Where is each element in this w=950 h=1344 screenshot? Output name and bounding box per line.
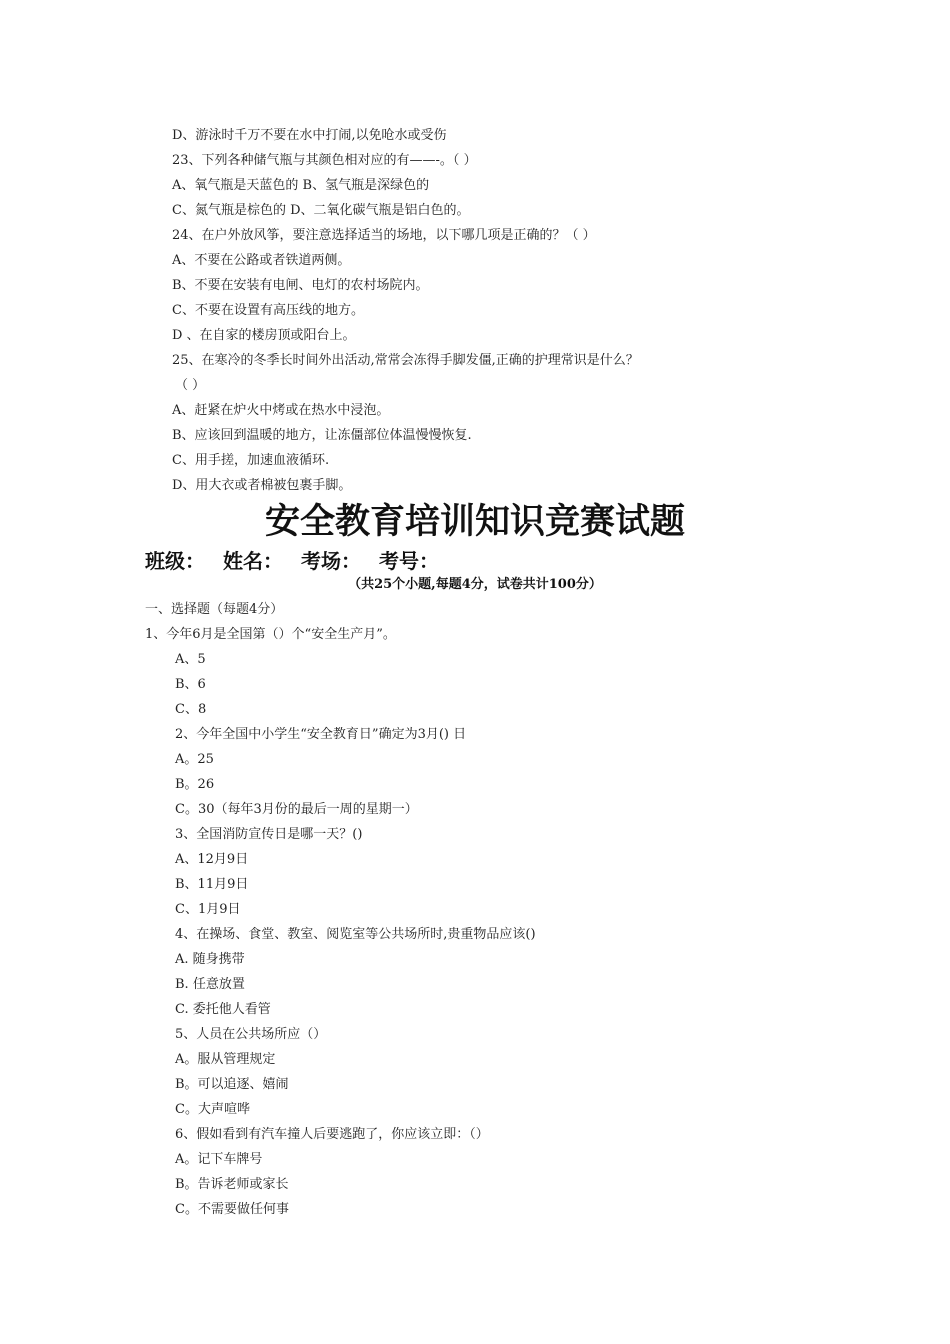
option-line: B。26 (175, 777, 215, 792)
text-line: D 、在自家的楼房顶或阳台上。 (172, 328, 356, 343)
text-line: A、氧气瓶是天蓝色的 B、氢气瓶是深绿色的 (172, 178, 430, 193)
text-line: D、游泳时千万不要在水中打闹,以免呛水或受伤 (172, 128, 447, 143)
text-line: A、不要在公路或者铁道两侧。 (172, 253, 351, 268)
option-line: B。告诉老师或家长 (175, 1177, 289, 1192)
room-field-label: 考场： (301, 549, 361, 573)
option-line: A。服从管理规定 (175, 1052, 276, 1067)
option-line: A、12月9日 (175, 852, 249, 867)
option-line: C、8 (175, 702, 207, 717)
option-line: B。可以追逐、嬉闹 (175, 1077, 289, 1092)
student-info-fields (145, 548, 457, 574)
option-line: B. 任意放置 (175, 977, 245, 992)
text-line: C、不要在设置有高压线的地方。 (172, 303, 364, 318)
class-field-label: 班级： (145, 549, 205, 573)
text-line: A、赶紧在炉火中烤或在热水中浸泡。 (172, 403, 390, 418)
text-line: D、用大衣或者棉被包裹手脚。 (172, 478, 352, 493)
option-line: A。记下车牌号 (175, 1152, 263, 1167)
option-line: B、11月9日 (175, 877, 249, 892)
text-line: C、氮气瓶是棕色的 D、二氧化碳气瓶是铝白色的。 (172, 203, 470, 218)
option-line: C。大声喧哗 (175, 1102, 250, 1117)
option-line: A。25 (175, 752, 214, 767)
text-line: B、应该回到温暖的地方，让冻僵部位体温慢慢恢复. (172, 428, 472, 443)
name-field-label: 姓名： (223, 549, 283, 573)
question-23: 23、下列各种储气瓶与其颜色相对应的有——-。（ ） (172, 153, 477, 168)
section-heading: 一、选择题（每题4分） (145, 602, 284, 617)
question-5: 5、人员在公共场所应（） (175, 1027, 327, 1042)
option-line: C。30（每年3月份的最后一周的星期一） (175, 802, 418, 817)
text-line: C、用手搓，加速血液循环. (172, 453, 330, 468)
question-1: 1、今年6月是全国第（）个“安全生产月”。 (145, 627, 396, 642)
option-line: C. 委托他人看管 (175, 1002, 271, 1017)
question-24: 24、在户外放风筝，要注意选择适当的场地，以下哪几项是正确的？（ ） (172, 228, 596, 243)
number-field-label: 考号： (379, 549, 439, 573)
question-25: 25、在寒冷的冬季长时间外出活动,常常会冻得手脚发僵,正确的护理常识是什么？ (172, 353, 639, 368)
option-line: A、5 (175, 652, 206, 667)
option-line: C、1月9日 (175, 902, 241, 917)
question-6: 6、假如看到有汽车撞人后要逃跑了，你应该立即：（） (175, 1127, 489, 1142)
text-line: （ ） (175, 378, 206, 393)
page-title: 安全教育培训知识竞赛试题 (264, 502, 685, 542)
option-line: B、6 (175, 677, 206, 692)
question-2: 2、今年全国中小学生“安全教育日”确定为3月() 日 (175, 727, 467, 742)
text-line: B、不要在安装有电闸、电灯的农村场院内。 (172, 278, 429, 293)
question-3: 3、全国消防宣传日是哪一天？() (175, 827, 363, 842)
exam-subtitle: （共25个小题,每题4分，试卷共计100分） (348, 577, 602, 592)
option-line: A. 随身携带 (175, 952, 245, 967)
option-line: C。不需要做任何事 (175, 1202, 289, 1217)
question-4: 4、在操场、食堂、教室、阅览室等公共场所时,贵重物品应该() (175, 927, 536, 942)
